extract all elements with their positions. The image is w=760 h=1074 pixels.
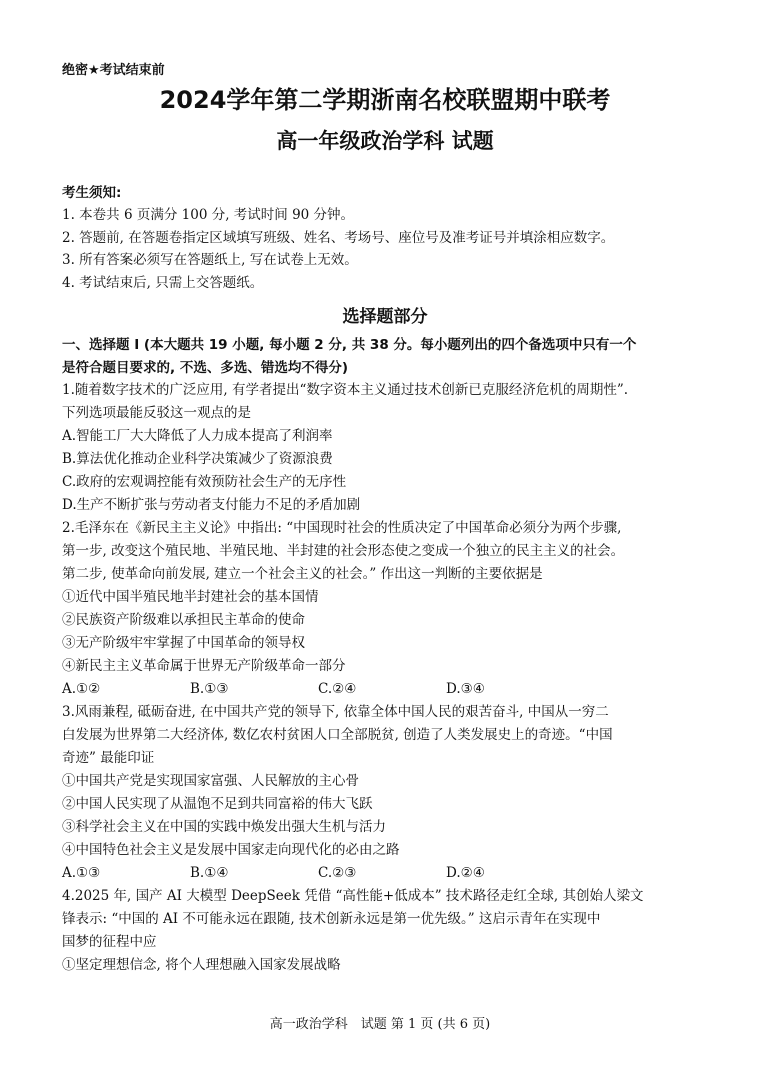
- question-statement: ①坚定理想信念, 将个人理想融入国家发展战略: [62, 957, 341, 973]
- answer-choice: D.③④: [446, 681, 485, 697]
- question-stem: 第二步, 使革命向前发展, 建立一个社会主义的社会。” 作出这一判断的主要依据是: [62, 566, 543, 582]
- answer-choices: [62, 678, 708, 701]
- question-stem: 奇迹” 最能印证: [62, 750, 155, 766]
- question-stem: 下列选项最能反驳这一观点的是: [62, 405, 251, 421]
- question-2: [62, 517, 708, 701]
- question-option: A.智能工厂大大降低了人力成本提高了利润率: [62, 428, 333, 444]
- question-statement: ①近代中国半殖民地半封建社会的基本国情: [62, 589, 319, 605]
- question-stem: 3.风雨兼程, 砥砺奋进, 在中国共产党的领导下, 依靠全体中国人民的艰苦奋斗, 中国从一穷二: [62, 704, 609, 720]
- section-title: 选择题部分: [342, 307, 428, 327]
- notice-title: 考生须知:: [62, 185, 122, 201]
- question-stem: 第一步, 改变这个殖民地、半殖民地、半封建的社会形态使之变成一个独立的民主主义的社会。: [62, 543, 625, 559]
- question-stem: 国梦的征程中应: [62, 934, 157, 950]
- question-option: D.生产不断扩张与劳动者支付能力不足的矛盾加剧: [62, 497, 361, 513]
- question-statement: ③无产阶级牢牢掌握了中国革命的领导权: [62, 635, 305, 651]
- answer-choice: B.①③: [190, 681, 229, 697]
- question-1: [62, 379, 708, 517]
- question-stem: 2.毛泽东在《新民主主义论》中指出: “中国现时社会的性质决定了中国革命必须分为两个步骤,: [62, 520, 622, 536]
- part-instruction: 一、选择题 I (本大题共 19 小题, 每小题 2 分, 共 38 分。每小题列出的四个备选项中只有一个: [62, 337, 637, 353]
- answer-choice: C.②④: [318, 681, 357, 697]
- exam-subtitle: 高一年级政治学科 试题: [276, 129, 494, 153]
- secret-label: 绝密★考试结束前: [62, 63, 165, 78]
- answer-choice: A.①②: [62, 681, 101, 697]
- part-instruction: 是符合题目要求的, 不选、多选、错选均不得分): [62, 359, 348, 376]
- question-statement: ④新民主主义革命属于世界无产阶级革命一部分: [62, 658, 346, 674]
- question-statement: ③科学社会主义在中国的实践中焕发出强大生机与活力: [62, 819, 386, 835]
- notice-item: 3. 所有答案必须写在答题纸上, 写在试卷上无效。: [62, 252, 358, 268]
- answer-choice: D.②④: [446, 865, 485, 881]
- page-footer: 高一政治学科 试题 第 1 页 (共 6 页): [269, 1017, 491, 1032]
- question-3: [62, 701, 708, 885]
- notice-item: 1. 本卷共 6 页满分 100 分, 考试时间 90 分钟。: [62, 207, 355, 223]
- answer-choice: A.①③: [62, 865, 101, 881]
- notice-item: 2. 答题前, 在答题卷指定区域填写班级、姓名、考场号、座位号及准考证号并填涂相应数字。: [62, 229, 615, 246]
- answer-choices: [62, 862, 708, 885]
- question-statement: ②民族资产阶级难以承担民主革命的使命: [62, 612, 305, 628]
- exam-title: 2024学年第二学期浙南名校联盟期中联考: [159, 86, 611, 114]
- question-statement: ④中国特色社会主义是发展中国家走向现代化的必由之路: [62, 842, 400, 858]
- question-stem: 1.随着数字技术的广泛应用, 有学者提出“数字资本主义通过技术创新已克服经济危机的周期性”.: [62, 382, 629, 398]
- question-4: [62, 885, 708, 977]
- notice-item: 4. 考试结束后, 只需上交答题纸。: [62, 274, 264, 291]
- question-stem: 锋表示: “中国的 AI 不可能永远在跟随, 技术创新永远是第一优先级。” 这启示青年在实现中: [62, 911, 601, 927]
- question-stem: 白发展为世界第二大经济体, 数亿农村贫困人口全部脱贫, 创造了人类发展史上的奇迹。“中国: [62, 727, 613, 743]
- question-stem: 4.2025 年, 国产 AI 大模型 DeepSeek 凭借 “高性能+低成本” 技术路径走红全球, 其创始人梁文: [62, 888, 644, 904]
- question-statement: ①中国共产党是实现国家富强、人民解放的主心骨: [62, 773, 359, 789]
- notice-list: [62, 204, 708, 294]
- question-statement: ②中国人民实现了从温饱不足到共同富裕的伟大飞跃: [62, 796, 373, 812]
- answer-choice: C.②③: [318, 865, 357, 881]
- question-option: C.政府的宏观调控能有效预防社会生产的无序性: [62, 474, 347, 490]
- answer-choice: B.①④: [190, 865, 229, 881]
- question-option: B.算法优化推动企业科学决策减少了资源浪费: [62, 451, 333, 467]
